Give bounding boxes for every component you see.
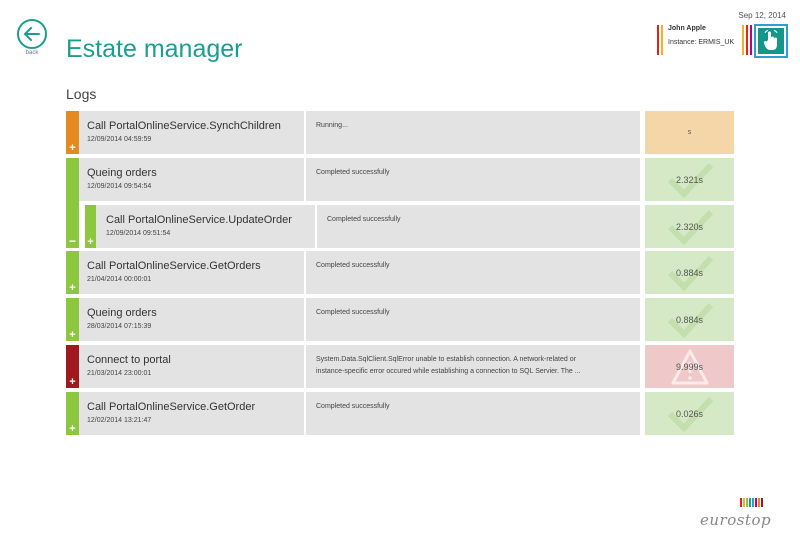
log-name: Call PortalOnlineService.GetOrder [87, 401, 256, 413]
log-status [645, 205, 734, 248]
plus-icon[interactable]: + [69, 376, 76, 388]
log-message-line: System.Data.SqlClient.SqlError unable to establish connection. A network-related or [316, 356, 576, 363]
log-status [645, 345, 734, 388]
log-duration: 0.026s [675, 408, 704, 419]
log-message: Running... [316, 122, 348, 129]
user-name: John Apple [668, 25, 706, 32]
current-date: Sep 12, 2014 [738, 11, 786, 20]
log-name: Connect to portal [87, 354, 171, 366]
log-message-line: instance-specific error occured while establishing a connection to SQL Servier. The ... [316, 368, 581, 375]
instance-color-stripes [742, 25, 752, 55]
page-title: Estate manager [66, 35, 243, 63]
log-duration: 9.999s [675, 361, 704, 372]
log-message: Completed successfully [327, 216, 401, 223]
log-message: Completed successfully [316, 262, 390, 269]
log-message: Completed successfully [316, 403, 390, 410]
log-time: 28/03/2014 07:15:39 [87, 323, 152, 330]
plus-icon[interactable]: + [69, 329, 76, 341]
log-time: 12/02/2014 13:21:47 [87, 417, 152, 424]
eurostop-logo [700, 498, 771, 529]
log-row-child[interactable] [85, 205, 640, 248]
touch-mode-button[interactable] [754, 24, 788, 58]
logo-text: eurostop [700, 511, 772, 529]
log-time: 21/03/2014 23:00:01 [87, 370, 152, 377]
log-status [645, 111, 734, 154]
minus-icon[interactable]: − [68, 234, 76, 248]
log-status [645, 158, 734, 201]
log-row[interactable] [66, 298, 640, 341]
log-duration: 0.884s [675, 314, 704, 325]
expanded-group-bar [66, 158, 79, 248]
log-name: Queing orders [87, 167, 157, 179]
section-title-logs: Logs [66, 86, 97, 102]
log-name: Queing orders [87, 307, 157, 319]
log-row[interactable] [66, 111, 640, 154]
log-time: 12/09/2014 09:54:54 [87, 183, 152, 190]
log-status [645, 392, 734, 435]
log-duration: 2.320s [675, 221, 704, 232]
plus-icon[interactable]: + [69, 142, 76, 154]
log-row[interactable] [66, 158, 640, 201]
log-status [645, 298, 734, 341]
log-message: Completed successfully [316, 169, 390, 176]
log-duration: 0.884s [675, 267, 704, 278]
log-message: Completed successfully [316, 309, 390, 316]
plus-icon[interactable]: + [69, 282, 76, 294]
log-row[interactable] [66, 345, 640, 388]
log-row[interactable] [66, 251, 640, 294]
log-duration: 2.321s [675, 174, 704, 185]
log-time: 12/09/2014 04:59:59 [87, 136, 152, 143]
log-name: Call PortalOnlineService.SynchChildren [87, 120, 281, 132]
log-message [316, 354, 581, 378]
plus-icon[interactable]: + [87, 236, 94, 248]
log-status [645, 251, 734, 294]
instance-name: Instance: ERMIS_UK [668, 39, 735, 46]
log-name: Call PortalOnlineService.GetOrders [87, 260, 261, 272]
log-time: 21/04/2014 00:00:01 [87, 276, 152, 283]
log-duration: s [687, 129, 692, 136]
user-color-stripes [657, 25, 663, 55]
back-label: back [25, 50, 39, 56]
back-button[interactable] [17, 19, 47, 49]
log-row[interactable] [66, 392, 640, 435]
log-time: 12/09/2014 09:51:54 [106, 230, 171, 237]
hand-pointer-icon [761, 30, 781, 52]
log-name: Call PortalOnlineService.UpdateOrder [106, 214, 292, 226]
arrow-left-icon [23, 27, 41, 41]
plus-icon[interactable]: + [69, 423, 76, 435]
